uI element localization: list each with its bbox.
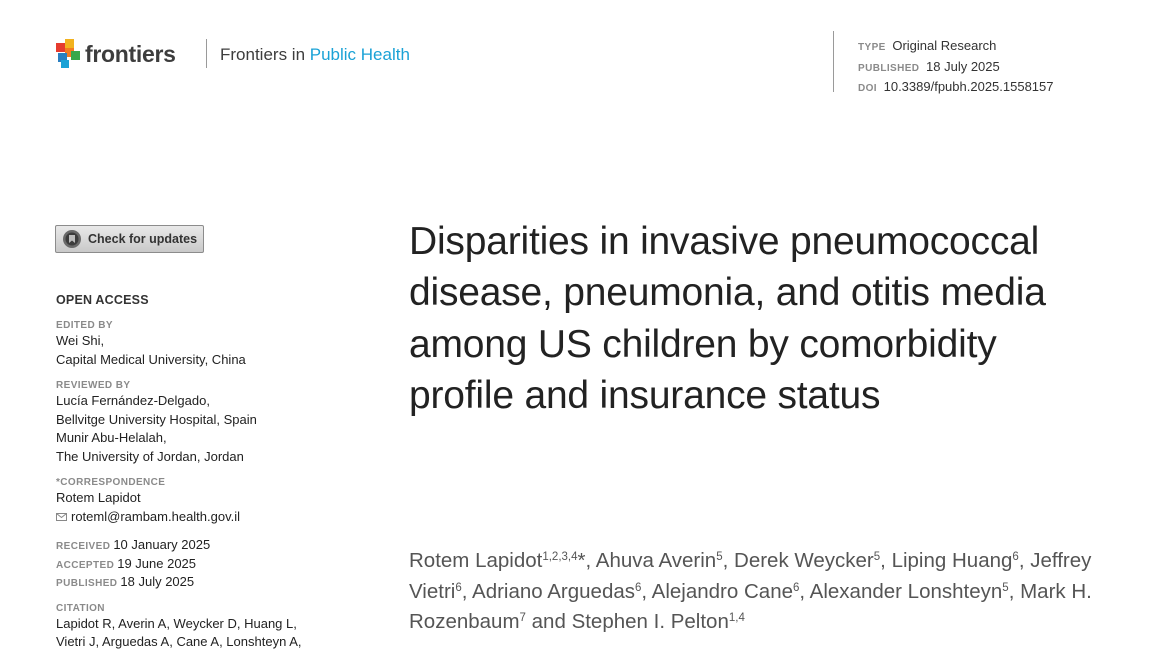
author-affiliation: 5 [716, 551, 723, 563]
author-list: Rotem Lapidot$^{1,2,3,4}$*, Ahuva Averin$^5$, Derek Weycker$^5$, Liping Huang$^6$, Jeffrey Vietri$^6$, Adriano Arguedas$^6$, Alejandro Cane$^6$, Alexander Lonshteyn$^5$, Mark H. Rozenbaum$^7$ and Stephen I. Pelton$^{1,4}$ [409, 549, 1092, 634]
reviewer-name: Munir Abu-Helalah, [56, 430, 167, 445]
author-affiliation: 6 [455, 581, 462, 594]
author-name: Derek Weycker [734, 549, 874, 572]
author-name: Stephen I. Pelton [571, 610, 729, 634]
meta-doi-label: DOI [858, 83, 877, 94]
author-affiliation: 7 [519, 612, 526, 625]
meta-published-value: 18 July 2025 [926, 58, 1000, 74]
frontiers-logo[interactable] [56, 39, 176, 69]
author-name: Ahuva Averin [595, 549, 717, 572]
edited-by-label: EDITED BY [56, 320, 113, 331]
reviewer-name: Lucía Fernández-Delgado, [56, 393, 210, 408]
reviewer-affiliation: Bellvitge University Hospital, Spain [56, 411, 257, 427]
correspondence-email-row [56, 508, 356, 527]
author[interactable] [572, 610, 745, 633]
open-access-label: OPEN ACCESS [56, 293, 149, 307]
journal-name-highlight: Public Health [309, 45, 410, 64]
author-affiliation: 5 [1002, 581, 1009, 594]
mail-icon [56, 513, 67, 521]
accepted-label: ACCEPTED [56, 559, 115, 571]
author[interactable] [652, 580, 800, 603]
article-meta [858, 37, 1054, 99]
meta-published-label: PUBLISHED [858, 62, 920, 74]
reviewed-by-label: REVIEWED BY [56, 380, 131, 391]
correspondent-name: Rotem Lapidot [56, 490, 141, 505]
article-title: Disparities in invasive pneumococcal disease, pneumonia, and otitis media among US children by comorbidity profile and insurance status [409, 220, 1046, 417]
author-name: Adriano Arguedas [472, 579, 635, 603]
journal-name-prefix: Frontiers in [220, 45, 310, 64]
accepted-value: 19 June 2025 [117, 555, 197, 571]
published-value: 18 July 2025 [120, 574, 195, 589]
brand-name: frontiers [85, 40, 176, 67]
citation-section [56, 602, 356, 652]
dates-section [56, 536, 356, 592]
meta-type [858, 37, 1054, 58]
correspondence-email-link[interactable]: roteml@rambam.health.gov.il [71, 508, 241, 524]
meta-doi-value[interactable]: 10.3389/fpubh.2025.1558157 [883, 79, 1054, 94]
reviewer-affiliation: The University of Jordan, Jordan [56, 448, 244, 464]
author[interactable] [810, 580, 1009, 603]
accepted-date [56, 555, 356, 574]
journal-name[interactable] [220, 45, 410, 65]
meta-divider [833, 31, 834, 92]
author-name: Mark H. Rozenbaum [409, 579, 1092, 634]
correspondence-label: *CORRESPONDENCE [56, 477, 166, 488]
citation-label: CITATION [56, 602, 105, 614]
author-name: Alejandro Cane [651, 579, 793, 603]
published-label: PUBLISHED [56, 578, 118, 589]
check-for-updates-button[interactable] [55, 225, 204, 253]
reviewed-by-section [56, 379, 356, 466]
correspondence-section [56, 476, 356, 526]
meta-doi [858, 78, 1054, 99]
author-name: Alexander Lonshteyn [809, 579, 1003, 603]
check-for-updates-label: Check for updates [88, 232, 198, 246]
author-affiliation: 1,4 [728, 612, 745, 625]
editor-name: Wei Shi, [56, 333, 105, 348]
author-name: Liping Huang [891, 549, 1013, 572]
meta-published [858, 58, 1054, 79]
author-affiliation: 1,2,3,4 [542, 551, 578, 563]
edited-by-section [56, 319, 356, 369]
author[interactable] [409, 549, 586, 572]
meta-type-value: Original Research [892, 38, 997, 53]
author-affiliation: 6 [1012, 551, 1019, 563]
author[interactable] [596, 549, 723, 572]
received-date [56, 536, 356, 555]
published-date [56, 573, 356, 592]
meta-type-label: TYPE [858, 42, 886, 53]
author-affiliation: 5 [873, 551, 881, 563]
frontiers-logo-icon [56, 39, 80, 69]
article-sidebar [56, 293, 356, 662]
received-label: RECEIVED [56, 541, 111, 552]
author[interactable] [734, 549, 880, 572]
author-name: Jeffrey Vietri [409, 549, 1092, 603]
author-affiliation: 6 [635, 581, 642, 594]
author[interactable] [892, 549, 1019, 572]
editor-affiliation: Capital Medical University, China [56, 351, 246, 367]
author[interactable] [472, 580, 641, 603]
received-value: 10 January 2025 [113, 537, 211, 552]
crossmark-icon [62, 229, 82, 249]
citation-line: Lapidot R, Averin A, Weycker D, Huang L, [56, 615, 297, 631]
author-name: Rotem Lapidot [409, 549, 543, 572]
citation-line: Vietri J, Arguedas A, Cane A, Lonshteyn A, [56, 634, 302, 649]
header-divider [206, 39, 207, 68]
author-affiliation: 6 [793, 581, 800, 594]
corresponding-mark: * [577, 549, 586, 572]
